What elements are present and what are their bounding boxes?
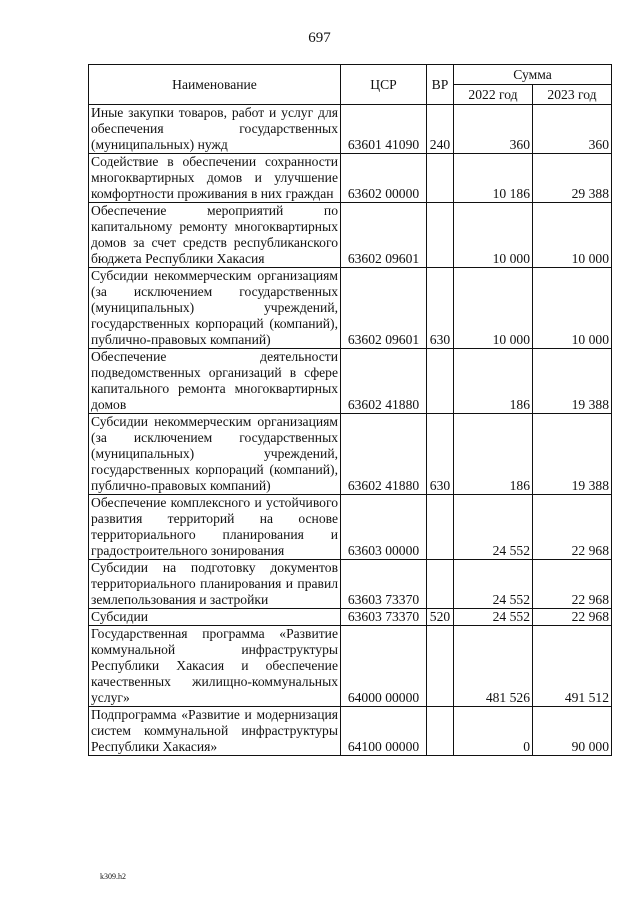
row-csr: 63603 73370	[341, 609, 427, 626]
row-vr	[427, 560, 454, 609]
row-name: Обеспечение деятельности подведомственных организаций в сфере капитального ремонта многоквартирных домов	[89, 349, 341, 414]
row-csr: 63603 73370	[341, 560, 427, 609]
table-row	[89, 414, 612, 495]
row-sum-2023: 90 000	[533, 707, 612, 756]
table-row	[89, 626, 612, 707]
table-row	[89, 105, 612, 154]
row-vr: 240	[427, 105, 454, 154]
row-vr	[427, 203, 454, 268]
row-sum-2022: 186	[454, 349, 533, 414]
table-row	[89, 349, 612, 414]
row-sum-2023: 19 388	[533, 349, 612, 414]
row-sum-2023: 29 388	[533, 154, 612, 203]
row-vr	[427, 707, 454, 756]
header-name: Наименование	[89, 65, 341, 105]
header-sum: Сумма	[454, 65, 612, 85]
table-row	[89, 560, 612, 609]
row-vr	[427, 626, 454, 707]
row-sum-2022: 0	[454, 707, 533, 756]
table-row	[89, 609, 612, 626]
row-sum-2023: 22 968	[533, 560, 612, 609]
row-sum-2023: 360	[533, 105, 612, 154]
row-sum-2022: 10 186	[454, 154, 533, 203]
header-vr: ВР	[427, 65, 454, 105]
row-sum-2022: 10 000	[454, 203, 533, 268]
row-sum-2023: 19 388	[533, 414, 612, 495]
row-sum-2023: 10 000	[533, 203, 612, 268]
row-sum-2022: 24 552	[454, 609, 533, 626]
table-row	[89, 268, 612, 349]
page-number: 697	[308, 30, 331, 46]
row-name: Обеспечение мероприятий по капитальному ремонту многоквартирных домов за счет средств республиканского бюджета Республики Хакасия	[89, 203, 341, 268]
table-row	[89, 154, 612, 203]
row-csr: 63602 41880	[341, 414, 427, 495]
row-sum-2022: 481 526	[454, 626, 533, 707]
row-sum-2023: 22 968	[533, 609, 612, 626]
row-name: Содействие в обеспечении сохранности многоквартирных домов и улучшение комфортности проживания в них граждан	[89, 154, 341, 203]
row-sum-2022: 360	[454, 105, 533, 154]
row-name: Субсидии на подготовку документов территориального планирования и правил землепользования и застройки	[89, 560, 341, 609]
row-vr	[427, 349, 454, 414]
row-sum-2023: 491 512	[533, 626, 612, 707]
row-csr: 64100 00000	[341, 707, 427, 756]
row-vr: 520	[427, 609, 454, 626]
row-name: Иные закупки товаров, работ и услуг для обеспечения государственных (муниципальных) нужд	[89, 105, 341, 154]
footer-code: k309.h2	[100, 872, 126, 881]
row-sum-2022: 10 000	[454, 268, 533, 349]
header-year-2022: 2022 год	[454, 85, 533, 105]
row-sum-2023: 22 968	[533, 495, 612, 560]
row-name: Обеспечение комплексного и устойчивого развития территорий на основе территориального планирования и градостроительного зонирования	[89, 495, 341, 560]
row-sum-2022: 24 552	[454, 495, 533, 560]
row-sum-2022: 24 552	[454, 560, 533, 609]
row-vr: 630	[427, 268, 454, 349]
table-row	[89, 495, 612, 560]
row-sum-2023: 10 000	[533, 268, 612, 349]
budget-table	[88, 64, 612, 756]
row-csr: 63602 09601	[341, 268, 427, 349]
table-row	[89, 203, 612, 268]
row-name: Подпрограмма «Развитие и модернизация систем коммунальной инфраструктуры Республики Хакасия»	[89, 707, 341, 756]
row-name: Субсидии некоммерческим организациям (за исключением государственных (муниципальных) учреждений, государственных корпораций (компаний), публично-правовых компаний)	[89, 268, 341, 349]
row-csr: 63601 41090	[341, 105, 427, 154]
row-name: Субсидии	[89, 609, 341, 626]
row-csr: 63602 41880	[341, 349, 427, 414]
row-vr	[427, 495, 454, 560]
row-csr: 63602 00000	[341, 154, 427, 203]
row-vr	[427, 154, 454, 203]
row-name: Государственная программа «Развитие коммунальной инфраструктуры Республики Хакасия и обеспечение качественных жилищно-коммунальных услуг»	[89, 626, 341, 707]
row-name: Субсидии некоммерческим организациям (за исключением государственных (муниципальных) учреждений, государственных корпораций (компаний), публично-правовых компаний)	[89, 414, 341, 495]
header-year-2023: 2023 год	[533, 85, 612, 105]
row-csr: 64000 00000	[341, 626, 427, 707]
row-csr: 63603 00000	[341, 495, 427, 560]
row-vr: 630	[427, 414, 454, 495]
table-row	[89, 707, 612, 756]
header-csr: ЦСР	[341, 65, 427, 105]
row-csr: 63602 09601	[341, 203, 427, 268]
row-sum-2022: 186	[454, 414, 533, 495]
